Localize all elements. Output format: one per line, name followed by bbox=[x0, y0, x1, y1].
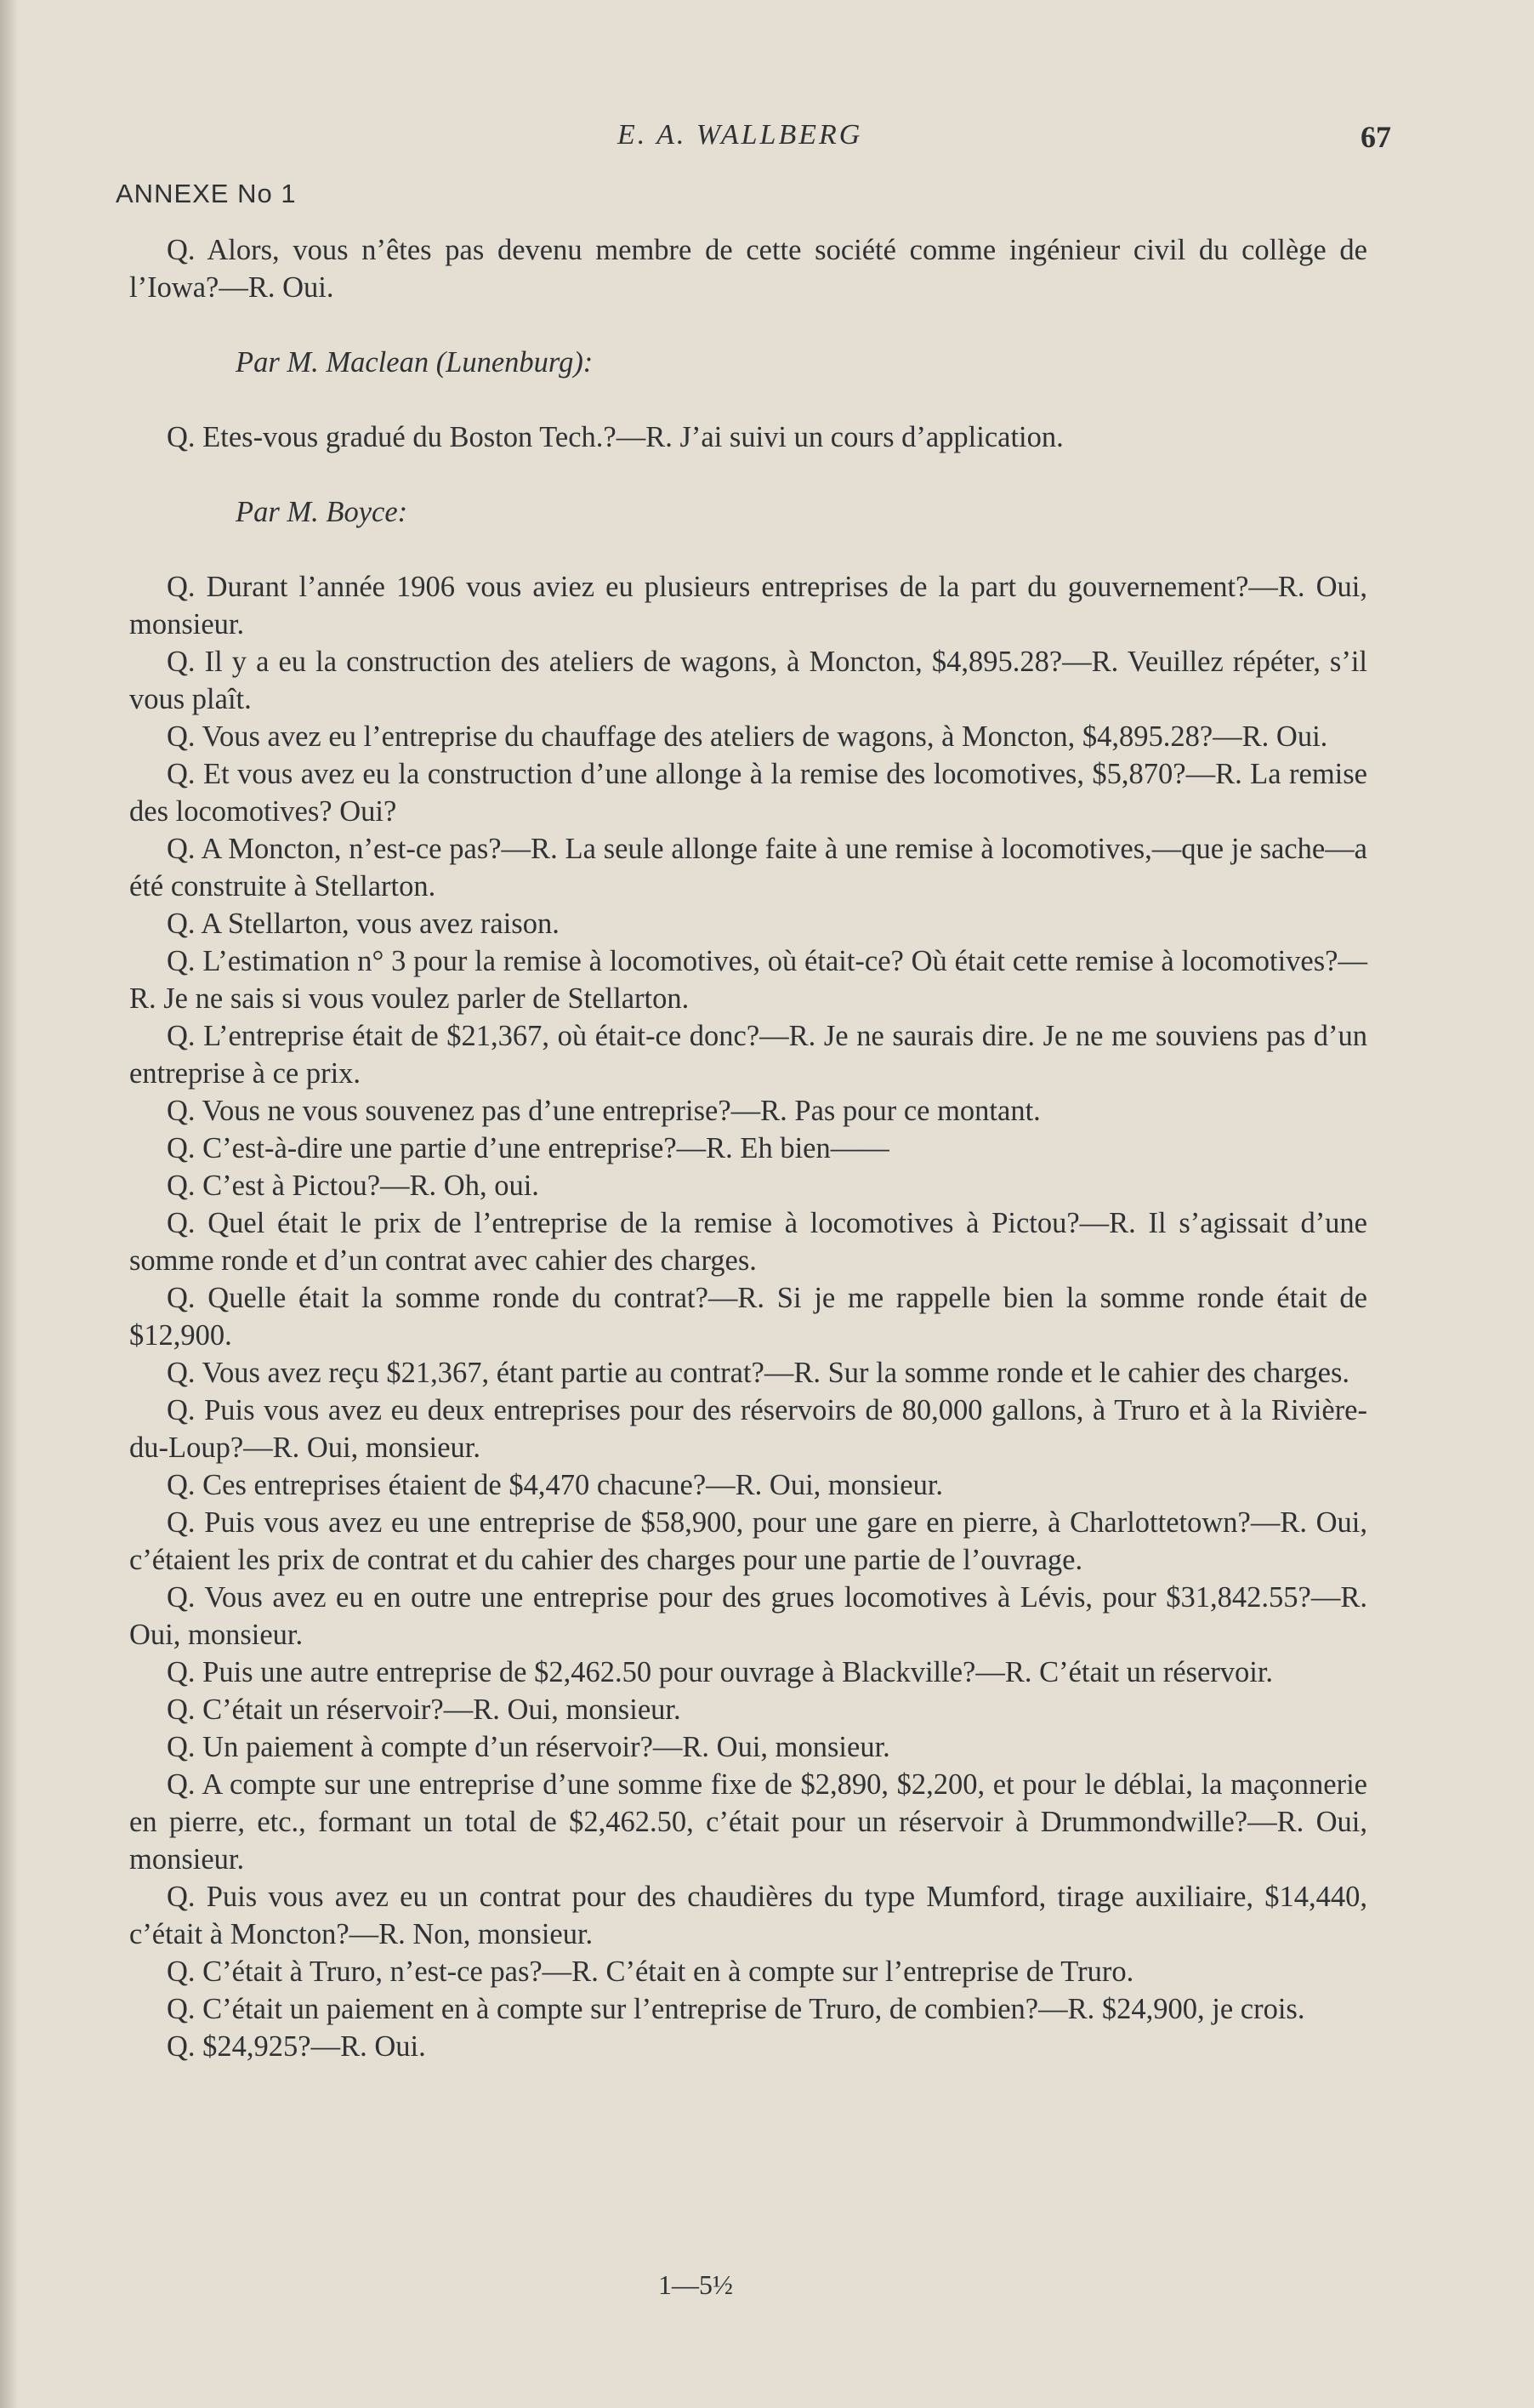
qa-paragraph: Q. L’entreprise était de $21,367, où était-ce donc?—R. Je ne saurais dire. Je ne me souviens pas d’un entreprise à ce prix. bbox=[129, 1020, 1367, 1090]
qa-paragraph: Q. Alors, vous n’êtes pas devenu membre de cette société comme ingénieur civil du collège de l’Iowa?—R. Oui. bbox=[129, 234, 1367, 304]
speaker-heading: Par M. Maclean (Lunenburg): bbox=[236, 346, 594, 379]
qa-paragraph: Q. Quelle était la somme ronde du contrat?—R. Si je me rappelle bien la somme ronde était de $12,900. bbox=[129, 1282, 1367, 1352]
qa-paragraph: Q. Ces entreprises étaient de $4,470 chacune?—R. Oui, monsieur. bbox=[167, 1469, 944, 1501]
qa-paragraph: Q. Vous avez reçu $21,367, étant partie au contrat?—R. Sur la somme ronde et le cahier des charges. bbox=[167, 1357, 1350, 1389]
qa-paragraph: Q. A Moncton, n’est-ce pas?—R. La seule allonge faite à une remise à locomotives,—que je sache—a été construite à Stellarton. bbox=[129, 833, 1367, 902]
qa-paragraph: Q. Un paiement à compte d’un réservoir?—R. Oui, monsieur. bbox=[167, 1731, 890, 1763]
running-head: E. A. WALLBERG bbox=[617, 119, 863, 151]
qa-paragraph: Q. Puis une autre entreprise de $2,462.50 pour ouvrage à Blackville?—R. C’était un réservoir. bbox=[167, 1656, 1274, 1688]
speaker-heading: Par M. Boyce: bbox=[236, 496, 408, 528]
qa-paragraph: Q. $24,925?—R. Oui. bbox=[167, 2030, 426, 2063]
testimony-body bbox=[129, 231, 1367, 2065]
qa-paragraph: Q. Puis vous avez eu deux entreprises pour des réservoirs de 80,000 gallons, à Truro et à la Rivière-du-Loup?—R. Oui, monsieur. bbox=[129, 1394, 1367, 1464]
qa-paragraph: Q. Vous avez eu l’entreprise du chauffage des ateliers de wagons, à Moncton, $4,895.28?—R. Oui. bbox=[167, 720, 1328, 753]
qa-paragraph: Q. C’était un paiement en à compte sur l’entreprise de Truro, de combien?—R. $24,900, je crois. bbox=[167, 1993, 1305, 2025]
qa-paragraph: Q. A compte sur une entreprise d’une somme fixe de $2,890, $2,200, et pour le déblai, la maçonnerie en pierre, etc., formant un total de $2,462.50, c’était pour un réservoir à Drummondwille?—R. Oui, monsieur. bbox=[129, 1768, 1367, 1876]
qa-paragraph: Q. C’était un réservoir?—R. Oui, monsieur. bbox=[167, 1694, 681, 1726]
qa-paragraph: Q. Durant l’année 1906 vous aviez eu plusieurs entreprises de la part du gouvernement?—R. Oui, monsieur. bbox=[129, 571, 1367, 640]
qa-paragraph: Q. C’est-à-dire une partie d’une entreprise?—R. Eh bien—— bbox=[167, 1132, 889, 1164]
qa-paragraph: Q. Vous ne vous souvenez pas d’une entreprise?—R. Pas pour ce montant. bbox=[167, 1095, 1041, 1127]
qa-paragraph: Q. Etes-vous gradué du Boston Tech.?—R. J’ai suivi un cours d’application. bbox=[167, 421, 1064, 453]
qa-paragraph: Q. Vous avez eu en outre une entreprise pour des grues locomotives à Lévis, pour $31,842.55?—R. Oui, monsieur. bbox=[129, 1581, 1367, 1651]
annex-label: ANNEXE No 1 bbox=[116, 179, 297, 208]
qa-paragraph: Q. C’est à Pictou?—R. Oh, oui. bbox=[167, 1170, 539, 1202]
qa-paragraph: Q. C’était à Truro, n’est-ce pas?—R. C’était en à compte sur l’entreprise de Truro. bbox=[167, 1955, 1134, 1988]
qa-paragraph: Q. Puis vous avez eu un contrat pour des chaudières du type Mumford, tirage auxiliaire, $14,440, c’était à Moncton?—R. Non, monsieur. bbox=[129, 1881, 1367, 1950]
qa-paragraph: Q. Quel était le prix de l’entreprise de la remise à locomotives à Pictou?—R. Il s’agissait d’une somme ronde et d’un contrat avec cahier des charges. bbox=[129, 1207, 1367, 1277]
page-number: 67 bbox=[1361, 120, 1391, 154]
qa-paragraph: Q. L’estimation n° 3 pour la remise à locomotives, où était-ce? Où était cette remise à locomotives?—R. Je ne sais si vous voulez parler de Stellarton. bbox=[129, 945, 1367, 1015]
qa-paragraph: Q. A Stellarton, vous avez raison. bbox=[167, 908, 560, 940]
qa-paragraph: Q. Et vous avez eu la construction d’une allonge à la remise des locomotives, $5,870?—R. La remise des locomotives? Oui? bbox=[129, 758, 1367, 828]
signature-mark: 1—5½ bbox=[658, 2269, 733, 2300]
qa-paragraph: Q. Il y a eu la construction des ateliers de wagons, à Moncton, $4,895.28?—R. Veuillez répéter, s’il vous plaît. bbox=[129, 646, 1367, 715]
page-edge-shadow bbox=[0, 0, 19, 2408]
qa-paragraph: Q. Puis vous avez eu une entreprise de $58,900, pour une gare en pierre, à Charlottetown?—R. Oui, c’étaient les prix de contrat et du cahier des charges pour une partie de l’ouvrage. bbox=[129, 1506, 1367, 1576]
